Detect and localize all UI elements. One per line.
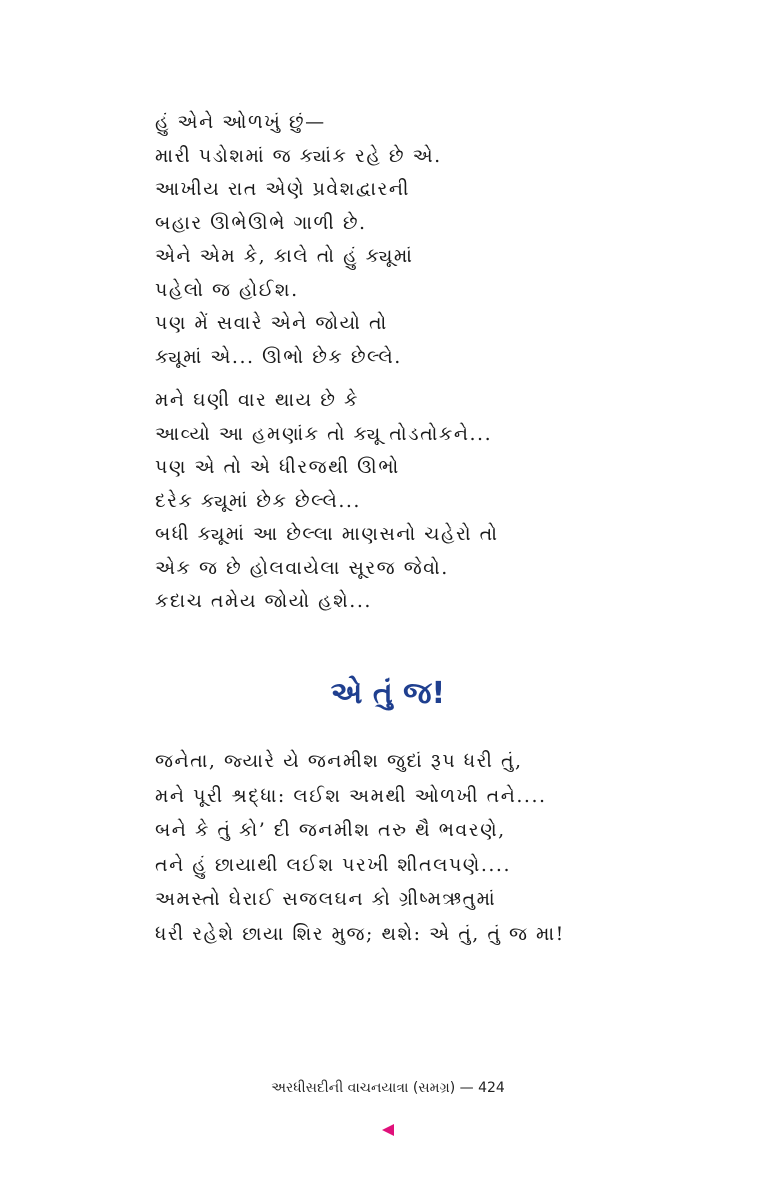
triangle-left-icon	[380, 1123, 396, 1137]
poem-line: આવ્યો આ હમણાંક તો ક્યૂ તોડતોકને...	[155, 422, 493, 445]
page-footer: અરધીસદીની વાચનયાત્રા (સમગ્ર) — 424	[271, 1080, 505, 1096]
poem-title: એ તું જ!	[330, 676, 446, 711]
poem-line: હું એને ઓળખું છું—	[155, 111, 326, 133]
poem-line: એને એમ કે, કાલે તો હું ક્યૂમાં	[155, 245, 414, 267]
poem-line: પહેલો જ હોઈશ.	[155, 278, 299, 301]
poem-line: મને પૂરી શ્રદ્ધા: લઈશ અમથી ઓળખી તને....	[155, 784, 547, 807]
poem-line: કદાચ તમેય જોયો હશે...	[155, 590, 372, 612]
poem-line: બને કે તું કો’ દી જનમીશ તરુ થૈ ભવરણે,	[155, 819, 506, 841]
poem-stanza-1	[155, 106, 442, 374]
poem-line: બહાર ઊભેઊભે ગાળી છે.	[155, 211, 367, 234]
poem-line: દરેક ક્યૂમાં છેક છેલ્લે...	[155, 489, 361, 512]
poem-line: એક જ છે હોલવાયેલા સૂરજ જેવો.	[155, 556, 449, 579]
poem-line: પણ મેં સવારે એને જોયો તો	[155, 312, 388, 334]
poem-line: અમસ્તો ઘેરાઈ સજલઘન કો ગ્રીષ્મઋતુમાં	[155, 888, 497, 910]
poem-line: બધી ક્યૂમાં આ છેલ્લા માણસનો ચહેરો તો	[155, 523, 499, 545]
poem-line: ધરી રહેશે છાયા શિર મુજ; થશે: એ તું, તું જ મા!	[155, 922, 565, 945]
poem-line: મારી પડોશમાં જ ક્યાંક રહે છે એ.	[155, 144, 442, 167]
poem-line: મને ઘણી વાર થાય છે કે	[155, 389, 359, 411]
prev-page-button[interactable]	[378, 1120, 398, 1140]
poem-stanza-3	[155, 744, 565, 951]
poem-line: જનેતા, જ્યારે યે જનમીશ જુદાં રૂપ ધરી તું,	[155, 750, 523, 772]
poem-stanza-2	[155, 384, 498, 619]
poem-line: આખીય રાત એણે પ્રવેશદ્વારની	[155, 178, 410, 200]
poem-line: તને હું છાયાથી લઈશ પરખી શીતલપણે....	[155, 853, 512, 876]
poem-line: પણ એ તો એ ધીરજથી ઊભો	[155, 456, 400, 478]
poem-line: ક્યૂમાં એ... ઊભો છેક છેલ્લે.	[155, 345, 402, 368]
